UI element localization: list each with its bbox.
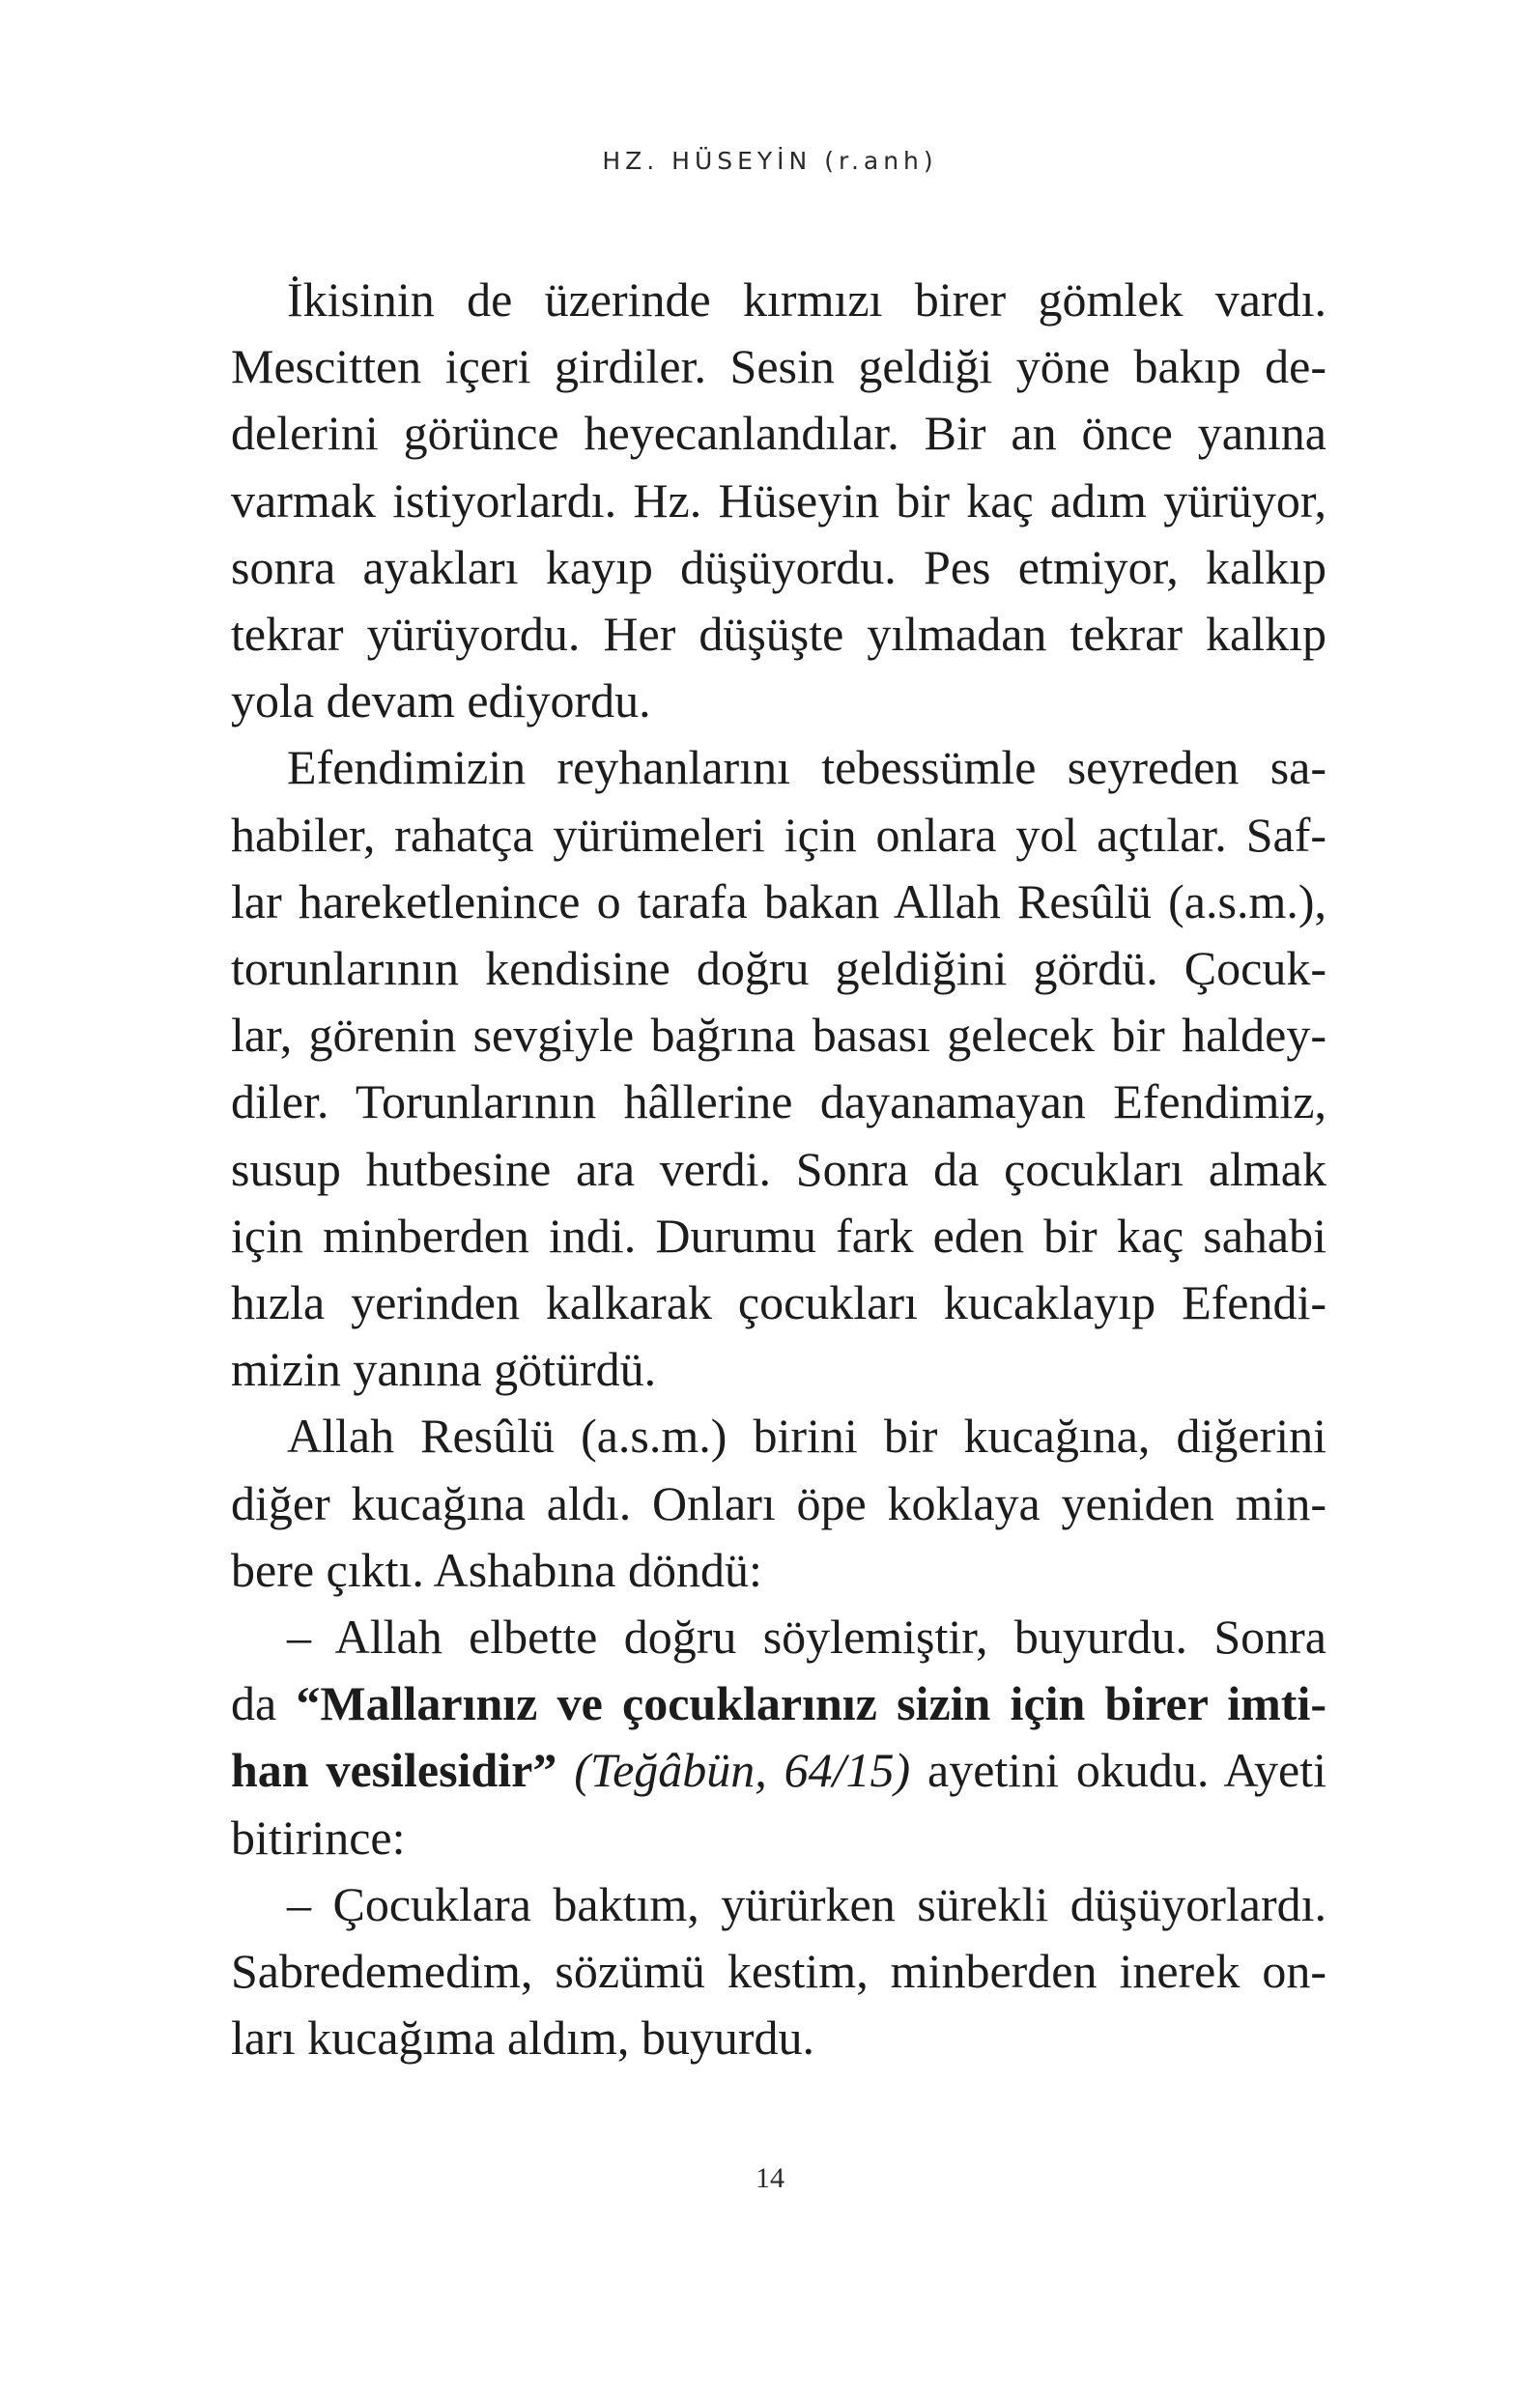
text-line: yola devam ediyordu. xyxy=(231,673,651,728)
verse-citation: (Teğâbün, 64/15) xyxy=(574,1743,911,1798)
text-line: varmak istiyorlardı. Hz. Hüseyin bir kaç adım yürüyor, xyxy=(231,472,1326,528)
paragraph-5 xyxy=(231,1871,1326,2072)
body-text xyxy=(231,267,1326,2071)
text-line: bere çıktı. Ashabına döndü: xyxy=(231,1542,762,1597)
text-line: Allah Resûlü (a.s.m.) birini bir kucağına, diğerini xyxy=(287,1409,1326,1464)
text-line: – Çocuklara baktım, yürürken sürekli düşüyorlardı. xyxy=(287,1876,1326,1931)
text-line: Sabredemedim, sözümü kestim, minberden inerek on- xyxy=(231,1944,1326,1999)
paragraph-4 xyxy=(231,1604,1326,1871)
text-line: diğer kucağına aldı. Onları öpe koklaya yeniden min- xyxy=(231,1475,1326,1530)
text-line: için minberden indi. Durumu fark eden bir kaç sahabi xyxy=(231,1208,1326,1263)
text-line: sonra ayakları kayıp düşüyordu. Pes etmiyor, kalkıp xyxy=(231,539,1326,594)
text-line: lar hareketlenince o tarafa bakan Allah Resûlü (a.s.m.), xyxy=(231,873,1326,928)
text-line xyxy=(231,1670,1326,1737)
verse-quote: “Mallarınız ve çocuklarınız sizin için birer imti- xyxy=(296,1676,1326,1731)
text-line xyxy=(231,1737,1326,1804)
text-line: lar, görenin sevgiyle bağrına basası gelecek bir haldey- xyxy=(231,1008,1326,1063)
paragraph-2 xyxy=(231,734,1326,1403)
text-line: bitirince: xyxy=(231,1810,406,1865)
text-run: ayetini okudu. Ayeti xyxy=(910,1743,1327,1798)
text-line: torunlarının kendisine doğru geldiğini gördü. Çocuk- xyxy=(231,941,1326,996)
text-line: Efendimizin reyhanlarını tebessümle seyreden sa- xyxy=(287,740,1326,795)
text-line: delerini görünce heyecanlandılar. Bir an önce yanına xyxy=(231,406,1326,461)
running-head: HZ. HÜSEYİN (r.anh) xyxy=(602,147,938,175)
text-line: habiler, rahatça yürümeleri için onlara yol açtılar. Saf- xyxy=(231,807,1326,862)
page-number: 14 xyxy=(756,2162,784,2194)
text-line: susup hutbesine ara verdi. Sonra da çocukları almak xyxy=(231,1141,1326,1196)
text-line: İkisinin de üzerinde kırmızı birer gömlek vardı. xyxy=(287,272,1326,327)
text-line: mizin yanına götürdü. xyxy=(231,1342,657,1397)
text-run: da xyxy=(231,1676,297,1731)
text-line: Mescitten içeri girdiler. Sesin geldiği yöne bakıp de- xyxy=(231,339,1326,394)
text-line: hızla yerinden kalkarak çocukları kucaklayıp Efendi- xyxy=(231,1275,1326,1330)
paragraph-3 xyxy=(231,1403,1326,1604)
text-line: tekrar yürüyordu. Her düşüşte yılmadan tekrar kalkıp xyxy=(231,607,1326,662)
text-line: – Allah elbette doğru söylemiştir, buyurdu. Sonra xyxy=(287,1610,1326,1665)
paragraph-1 xyxy=(231,267,1326,734)
text-line: ları kucağıma aldım, buyurdu. xyxy=(231,2011,815,2066)
text-line: diler. Torunlarının hâllerine dayanamayan Efendimiz, xyxy=(231,1074,1326,1129)
verse-quote: han vesilesidir” xyxy=(231,1743,557,1798)
